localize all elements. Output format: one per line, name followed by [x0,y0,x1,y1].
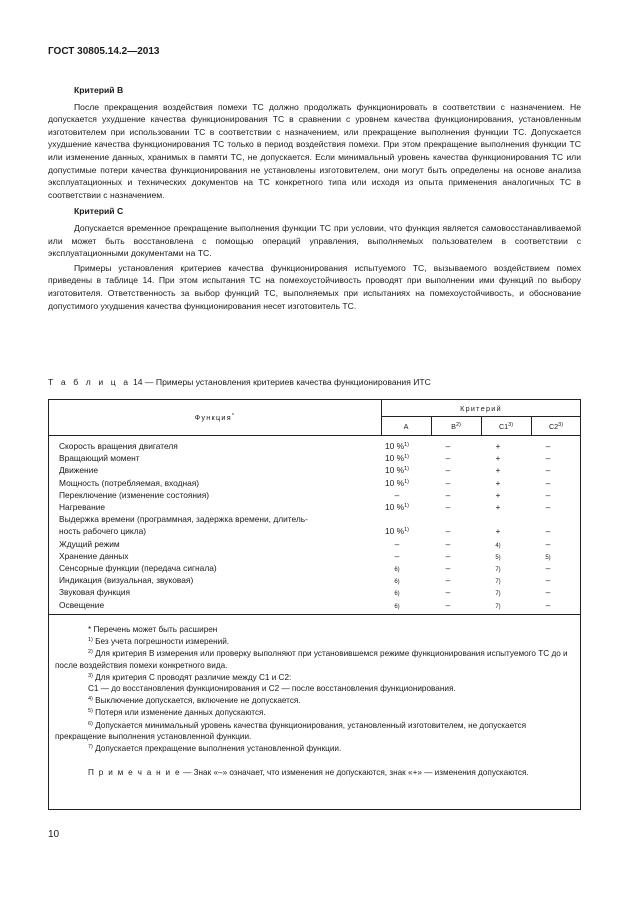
function-name: Индикация (визуальная, звуковая) [59,575,194,586]
table-caption [48,377,431,387]
criterion-b-title: Критерий B [74,85,124,95]
function-name: Мощность (потребляемая, входная) [59,477,200,488]
cell-c1: 4) [495,542,501,549]
cell-c1: + [495,441,501,451]
body-text [48,80,581,314]
cell-c2: – [545,441,551,451]
table-caption-label: Т а б л и ц а [48,377,131,387]
table-row [59,526,580,538]
cell-c2: – [545,526,551,537]
function-name: Ждущий режим [59,538,120,549]
function-header-text: Функция [194,413,232,422]
table-row [59,551,580,563]
cell-c1: + [495,526,501,537]
cell-c2: – [545,599,551,610]
function-name: Освещение [59,599,105,610]
table-row [59,478,580,490]
footnote-7: $^{7)}$ Допускается прекращение выполнения установленной функции. [88,744,342,754]
cell-a: – [394,550,400,561]
cell-c1: + [495,489,501,500]
cell-a: 10 %$^{1)}$ [385,477,409,488]
cell-c2: – [545,502,551,512]
criterion-c-paragraph-2: Примеры установления критериев качества функционирования испытуемого ТС, вызываемого воздействием помех приведены в таблице 14. При этом испытания ТС на помехоустойчивость проводят при выполнении ими функций по выбору изготовителя. Ответственность за выбор функций ТС, выполняемых при испытаниях на помехоустойчивость, и обоснование допустимого ухудшения качества функционирования несет изготовитель ТС. [48,262,581,311]
cell-c2: – [545,477,551,488]
cell-c2: – [545,489,551,500]
cell-a: 10 %$^{1)}$ [385,465,409,476]
table-row [59,587,580,599]
table-row [59,539,580,551]
table-row [59,514,580,526]
cell-c1: + [495,453,501,464]
function-name: Хранение данных [59,550,129,561]
cell-c1: 7) [495,603,501,610]
cell-b: – [445,587,451,598]
document-header: ГОСТ 30805.14.2—2013 [48,46,160,57]
function-name: Скорость вращения двигателя [59,441,178,451]
table-row [59,453,580,465]
note-label: П р и м е ч а н и е [88,768,181,778]
cell-c1: + [495,465,501,476]
cell-b: – [445,453,451,464]
cell-a: – [394,538,400,549]
column-header-c2: C2$^{3)}$ [548,422,564,431]
table-footnotes [55,624,577,778]
function-name: Сенсорные функции (передача сигнала) [59,563,217,573]
cell-c1: 7) [495,579,501,586]
criteria-table [48,399,581,810]
criterion-b-paragraph: После прекращения воздействия помехи ТС должно продолжать функционировать в соответствии с назначением. Не допускается ухудшение качества функционирования ТС в сравнении с уровнем качества функционирования, установленным изготовителем при использовании ТС в соответствии с назначением, или прекращение выполнения функции ТС. Допускается ухудшение качества функционирования ТС только в период воздействия помехи. При этом прекращение выполнения функции ТС или изменение данных, хранимых в памяти ТС, не допускается. Если минимальный уровень качества функционирования ТС или допустимые потери качества функционирования не установлены изготовителем, они могут быть определены на основе анализа эксплуатационных и технических документов на ТС конкретного типа или исходя из опыта применения аналогичных ТС в соответствии с назначением. [48,101,581,200]
cell-a: 6) [394,567,400,573]
cell-c1: + [495,477,501,488]
column-header-b: $B^{2)}$ [451,422,461,431]
function-name: Переключение (изменение состояния) [59,489,210,500]
cell-b: – [445,526,451,537]
function-name: ность рабочего цикла) [59,526,147,537]
table-row [59,502,580,514]
column-header-c1: C1$^{3)}$ [498,422,514,431]
criterion-header: Критерий [460,404,502,413]
cell-c1: 7) [495,591,501,598]
note-text: — Знак «–» означает, что изменения не допускаются, знак «+» — изменения допускаются. [180,768,529,778]
function-name: Движение [59,465,99,476]
table-row [59,600,580,612]
cell-b: – [445,489,451,500]
table-row [59,490,580,502]
cell-b: – [445,465,451,476]
function-name: Нагревание [59,502,106,512]
cell-a: 10 %$^{1)}$ [385,502,409,512]
footnote-3-detail: C1 — до восстановления функционирования и C2 — после восстановления функционирования. [88,684,456,694]
table-divider [49,614,580,615]
cell-a: 6) [394,591,400,598]
page-number: 10 [48,829,60,840]
cell-b: – [445,550,451,561]
table-row [59,563,580,575]
table-row [59,465,580,477]
cell-a: – [394,489,400,500]
footnote-3: $^{3)}$ Для критерия C проводят различие между C1 и C2: [88,672,292,682]
column-header-a: A [403,422,409,431]
footnote-4: $^{4)}$ Выключение допускается, включение не допускается. [88,696,301,706]
footnote-star: * Перечень может быть расширен [88,625,218,634]
table-row [59,575,580,587]
table-note [55,767,577,778]
cell-b: – [445,575,451,586]
cell-a: 6) [394,579,400,586]
cell-c1: 7) [495,567,501,573]
cell-c2: – [545,453,551,464]
footnote-2: $^{2)}$ Для критерия B измерения или проверку выполняют при установившемся режиме функционирования испытуемого ТС до и после воздействия помехи конкретного вида. [55,649,568,670]
cell-b: – [445,502,451,512]
cell-a: 10 %$^{1)}$ [385,526,409,537]
function-name: Выдержка времени (программная, задержка времени, длитель- [59,514,308,525]
function-header-sup: * [231,413,236,419]
function-column-header [49,413,381,422]
table-divider [49,435,580,436]
cell-b: – [445,441,451,451]
cell-b: – [445,599,451,610]
table-caption-text: 14 — Примеры установления критериев качества функционирования ИТС [132,377,431,387]
criterion-c-paragraph-1: Допускается временное прекращение выполнения функции ТС при условии, что функция является самовосстанавливаемой или может быть восстановлена с помощью операций управления, выполняемых пользователем в соответствии с эксплуатационными документами на ТС. [48,222,581,259]
footnote-6: $^{6)}$ Допускается минимальный уровень качества функционирования, установленный изготовителем, не допускается прекращение выполнения установленной функции. [55,720,527,741]
cell-c2: – [545,465,551,476]
footnote-5: $^{5)}$ Потеря или изменение данных допускаются. [88,708,266,718]
criterion-c-title: Критерий C [74,206,124,217]
cell-c2: – [545,538,551,549]
cell-c2: – [545,575,551,586]
function-name: Звуковая функция [59,587,131,598]
cell-a: 6) [394,603,400,610]
cell-b: – [445,477,451,488]
cell-c1: + [495,502,501,512]
cell-a: 10 %$^{1)}$ [385,441,409,451]
cell-a: 10 %$^{1)}$ [385,453,409,464]
cell-b: – [445,563,451,573]
table-row [59,441,580,453]
footnote-1: $^{1)}$ Без учета погрешности измерений. [88,637,230,647]
cell-c1: 5) [495,554,501,561]
cell-c2: – [545,587,551,598]
cell-b: – [445,538,451,549]
cell-c2: 5) [545,554,551,561]
cell-c2: – [545,563,551,573]
function-name: Вращающий момент [59,453,140,464]
